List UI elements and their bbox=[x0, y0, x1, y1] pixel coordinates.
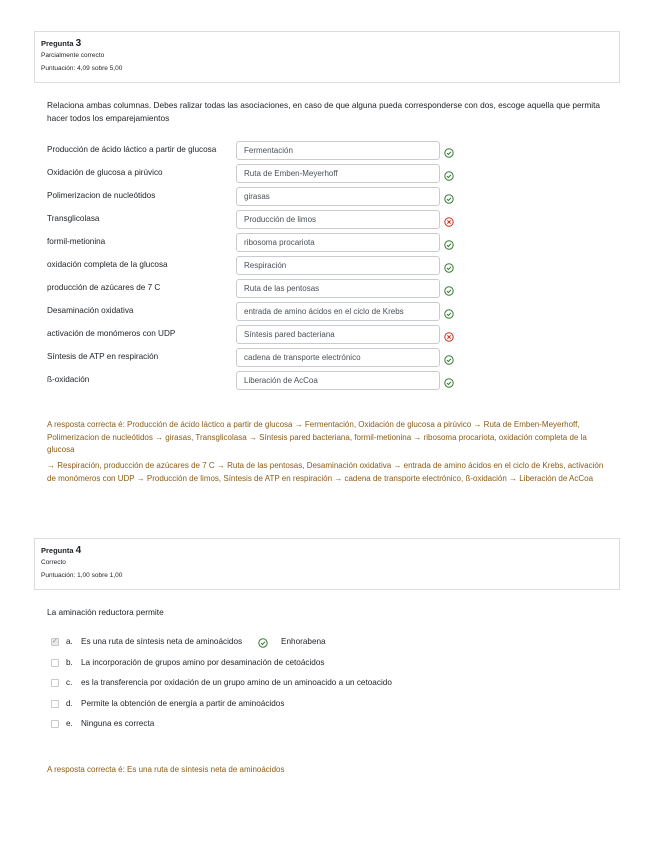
q4-right-answer: A resposta correcta é: Es una ruta de síntesis neta de aminoácidos bbox=[47, 765, 285, 774]
option-checkbox[interactable] bbox=[51, 720, 59, 728]
correct-check-icon bbox=[444, 191, 454, 201]
q3-match-stem: Oxidación de glucosa a pirúvico bbox=[47, 168, 163, 177]
correct-check-icon bbox=[444, 283, 454, 293]
q3-match-stem: ß-oxidación bbox=[47, 375, 90, 384]
q3-grade: Puntuación: 4,09 sobre 5,00 bbox=[41, 65, 123, 72]
incorrect-x-icon bbox=[444, 214, 454, 224]
q3-question-text: Relaciona ambas columnas. Debes ralizar todas las asociaciones, en caso de que alguna pueda corresponderse con dos, escoge aquella que permita hacer todos los emparejamientos bbox=[47, 100, 601, 123]
q3-answer-select[interactable]: girasas bbox=[236, 187, 440, 206]
q3-answer-select[interactable]: Ruta de Emben-Meyerhoff bbox=[236, 164, 440, 183]
q3-answer-select[interactable]: entrada de amino ácidos en el ciclo de Krebs bbox=[236, 302, 440, 321]
option-text[interactable]: es la transferencia por oxidación de un grupo amino de un aminoacido a un cetoacido bbox=[81, 678, 392, 687]
q3-info-box bbox=[34, 31, 620, 83]
option-letter: d. bbox=[66, 698, 73, 708]
correct-check-icon bbox=[444, 306, 454, 316]
q3-answer-select[interactable]: Liberación de AcCoa bbox=[236, 371, 440, 390]
q3-match-stem: formil-metionina bbox=[47, 237, 106, 246]
option-feedback: Enhorabena bbox=[281, 637, 326, 646]
q3-answer-select[interactable]: Ruta de las pentosas bbox=[236, 279, 440, 298]
correct-check-icon bbox=[444, 168, 454, 178]
q3-match-stem: Polimerizacion de nucleótidos bbox=[47, 191, 156, 200]
correct-check-icon bbox=[258, 638, 268, 648]
q3-match-stem: activación de monómeros con UDP bbox=[47, 329, 176, 338]
q3-match-stem: Transglicolasa bbox=[47, 214, 100, 223]
correct-check-icon bbox=[444, 260, 454, 270]
option-checkbox[interactable] bbox=[51, 659, 59, 667]
q4-number: Pregunta 4 bbox=[41, 545, 82, 556]
option-checkbox[interactable] bbox=[51, 700, 59, 708]
correct-check-icon bbox=[444, 375, 454, 385]
option-checkbox[interactable] bbox=[51, 638, 59, 646]
q3-match-stem: producción de azúcares de 7 C bbox=[47, 283, 161, 292]
option-letter: e. bbox=[66, 719, 73, 728]
correct-check-icon bbox=[444, 145, 454, 155]
q3-match-stem: Producción de ácido láctico a partir de glucosa bbox=[47, 145, 217, 154]
q3-answer-select[interactable]: Fermentación bbox=[236, 141, 440, 160]
q4-state: Correcto bbox=[41, 559, 66, 566]
option-letter: b. bbox=[66, 657, 73, 667]
q4-question-text: La aminación reductora permite bbox=[47, 607, 164, 617]
option-checkbox[interactable] bbox=[51, 679, 59, 687]
option-letter: c. bbox=[66, 678, 73, 687]
q4-grade: Puntuación: 1,00 sobre 1,00 bbox=[41, 572, 123, 579]
q3-number: Pregunta 3 bbox=[41, 38, 82, 49]
option-text[interactable]: Es una ruta de síntesis neta de aminoácidos bbox=[81, 637, 243, 646]
q3-state: Parcialmente correcto bbox=[41, 52, 105, 59]
q3-match-stem: Síntesis de ATP en respiración bbox=[47, 352, 159, 361]
q3-answer-select[interactable]: ribosoma procariota bbox=[236, 233, 440, 252]
option-text[interactable]: Permite la obtención de energía a partir de aminoácidos bbox=[81, 698, 285, 708]
q3-right-answer-line2: → Respiración, producción de azúcares de 7 C → Ruta de las pentosas, Desaminación oxidativa → entrada de amino ácidos en el ciclo de Krebs, activación de monómeros con UDP → Producción de limos, Síntesis de ATP en respiración → cadena de transporte electrónico, ß-oxidación → Liberación de AcCoa bbox=[47, 461, 604, 483]
q3-answer-select[interactable]: Respiración bbox=[236, 256, 440, 275]
q3-answer-select[interactable]: Producción de limos bbox=[236, 210, 440, 229]
correct-check-icon bbox=[444, 352, 454, 362]
q3-answer-select[interactable]: Síntesis pared bacteriana bbox=[236, 325, 440, 344]
option-text[interactable]: Ninguna es correcta bbox=[81, 719, 155, 728]
option-text[interactable]: La incorporación de grupos amino por desaminación de cetoácidos bbox=[81, 657, 325, 667]
correct-check-icon bbox=[444, 237, 454, 247]
q3-right-answer-line1: A resposta correcta é: Producción de ácido láctico a partir de glucosa → Fermentación, Oxidación de glucosa a pirúvico → Ruta de Emben-Meyerhoff, Polimerizacion de nucleótidos → girasas, Transglicolasa → Síntesis pared bacteriana, formil-metionina → ribosoma procariota, oxidación completa de la glucosa bbox=[47, 420, 587, 455]
q3-answer-select[interactable]: cadena de transporte electrónico bbox=[236, 348, 440, 367]
q3-match-stem: Desaminación oxidativa bbox=[47, 306, 134, 315]
q4-info-box bbox=[34, 538, 620, 590]
option-letter: a. bbox=[66, 637, 73, 646]
q3-match-stem: oxidación completa de la glucosa bbox=[47, 260, 168, 269]
incorrect-x-icon bbox=[444, 329, 454, 339]
